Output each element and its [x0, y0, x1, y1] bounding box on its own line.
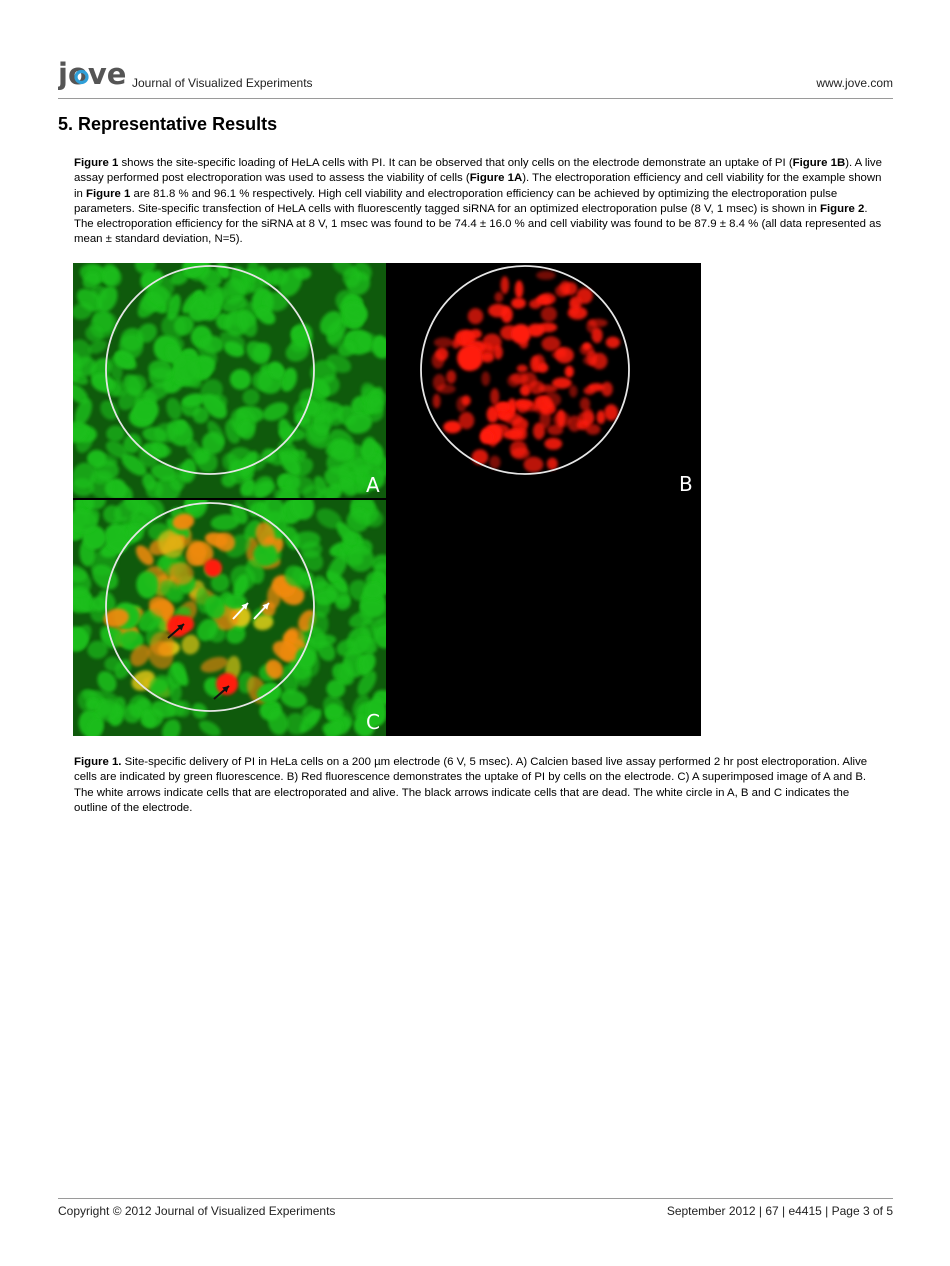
panel-label-b: B [679, 472, 693, 496]
panel-a-image [73, 263, 386, 498]
panel-a-live-assay [73, 263, 386, 498]
panel-b-pi-uptake [388, 263, 701, 498]
svg-text:jove: jove [58, 60, 127, 91]
page-footer [58, 1198, 893, 1218]
panel-label-a: A [366, 473, 380, 497]
journal-name: Journal of Visualized Experiments [132, 76, 313, 90]
page-info: September 2012 | 67 | e4415 | Page 3 of 5 [666, 1204, 893, 1218]
panel-label-c: C [366, 710, 380, 734]
figure-caption: Figure 1. Site-specific delivery of PI in HeLa cells on a 200 µm electrode (6 V, 5 msec). A) Calcien based live assay performed 2 hr post electroporation. Alive cells are indicated by green fluorescence. B) Red fluorescence demonstrates the uptake of PI by cells on the electrode. C) A superimposed image of A and B. The white arrows indicate cells that are electroporated and alive. The black arrows indicate cells that are dead. The white circle in A, B and C indicates the outline of the electrode. [74, 756, 868, 814]
results-paragraph: Figure 1 shows the site-specific loading of HeLA cells with PI. It can be observed that only cells on the electrode demonstrate an uptake of PI (Figure 1B). A live assay performed post electroporation was used to assess the viability of cells (Figure 1A). The electroporation efficiency and cell viability for the example shown in Figure 1 are 81.8 % and 96.1 % respectively. High cell viability and electroporation efficiency can be achieved by optimizing the electroporation pulse parameters. Site-specific transfection of HeLA cells with fluorescently tagged siRNA for an optimized electroporation pulse (8 V, 1 msec) is shown in Figure 2. The electroporation efficiency for the siRNA at 8 V, 1 msec was found to be 74.4 ± 16.0 % and cell viability was found to be 87.9 ± 8.4 % (all data represented as mean ± standard deviation, N=5). [74, 157, 882, 246]
section-title: 5. Representative Results [58, 114, 278, 134]
panel-c-superimposed [73, 500, 386, 736]
jove-logo [58, 60, 128, 94]
panel-b-image [388, 263, 701, 498]
site-url[interactable]: www.jove.com [816, 76, 893, 90]
figure-1 [73, 263, 701, 736]
copyright: Copyright © 2012 Journal of Visualized Experiments [58, 1204, 336, 1218]
page-header [58, 60, 893, 99]
panel-c-image [73, 500, 386, 736]
